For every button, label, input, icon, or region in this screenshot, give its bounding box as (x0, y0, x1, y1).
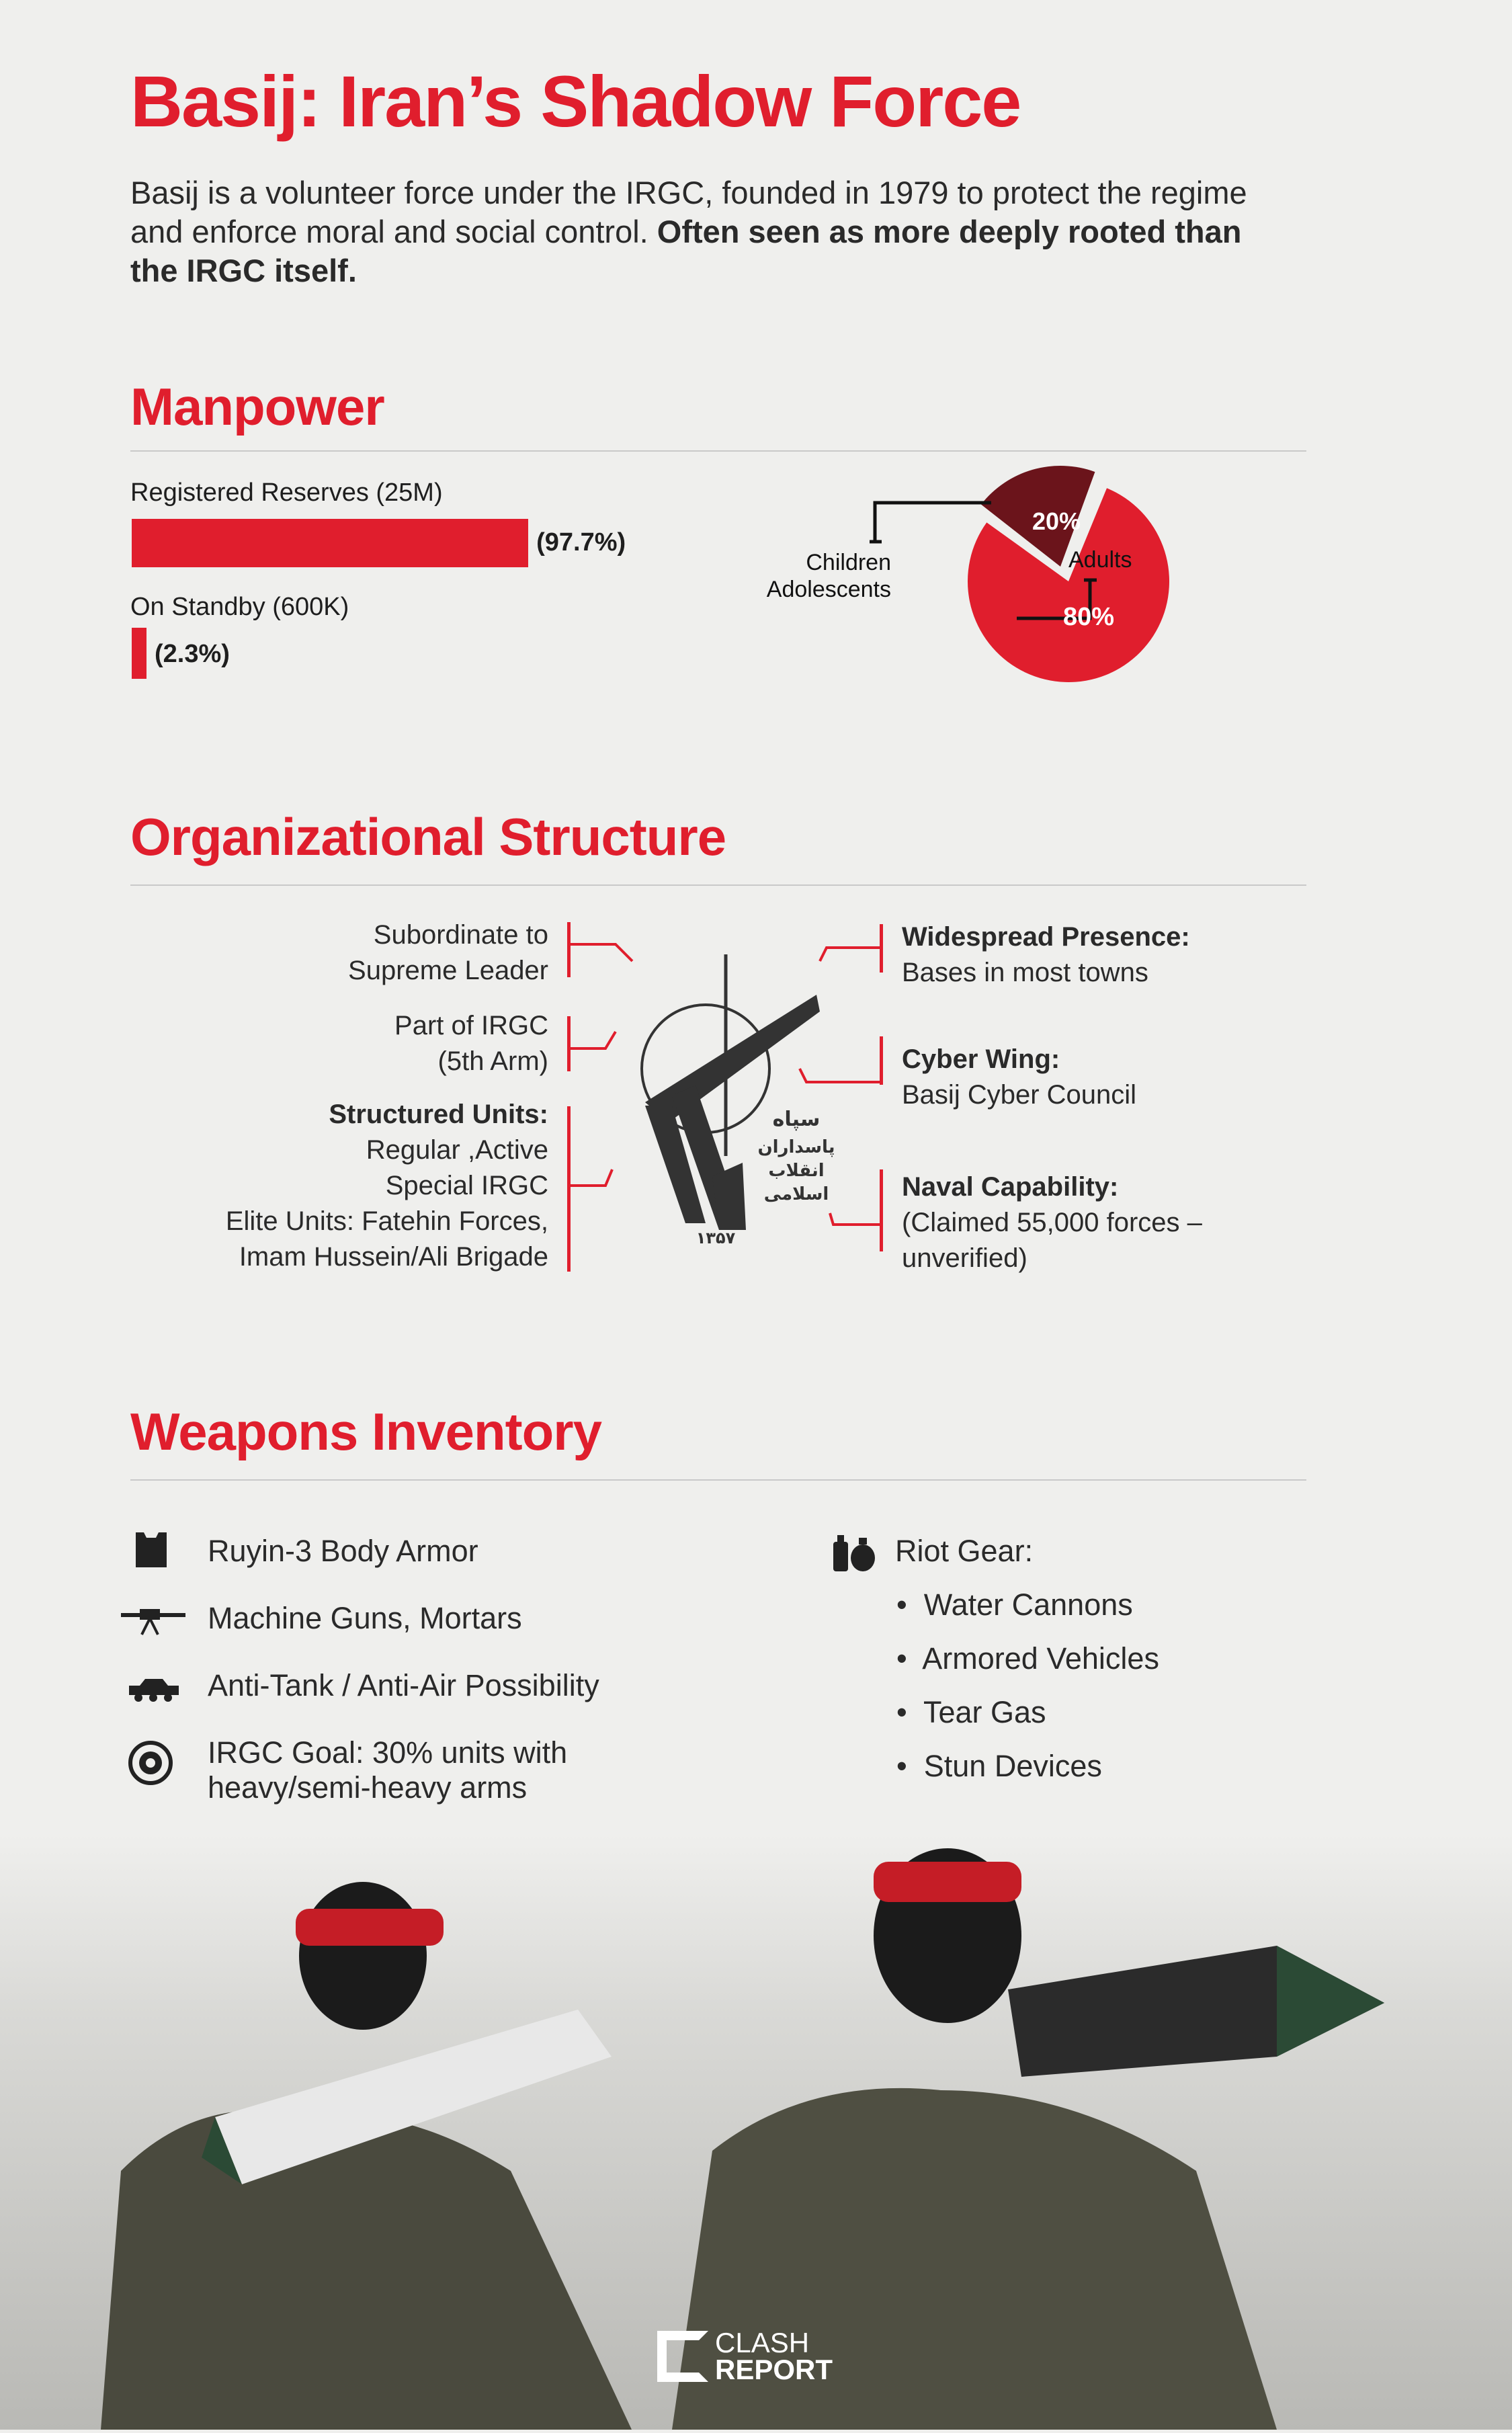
list-item: • Stun Devices (896, 1749, 1102, 1783)
divider (130, 884, 1306, 886)
pie-legend-adults: Adults (1068, 547, 1132, 573)
org-item-naval-capability: Naval Capability: (Claimed 55,000 forces – unverified) (902, 1172, 1202, 1273)
weapons-title: Weapons Inventory (130, 1402, 602, 1461)
connector (820, 938, 882, 978)
machine-gun-icon (120, 1598, 187, 1639)
list-item: • Water Cannons (896, 1587, 1133, 1622)
connector (800, 1065, 882, 1099)
pie-legend-children: Children (806, 550, 891, 575)
bar-label: Registered Reserves (25M) (130, 479, 443, 507)
bar-on-standby (132, 628, 146, 679)
weapon-item: Machine Guns, Mortars (208, 1601, 522, 1635)
org-item-widespread-presence: Widespread Presence: Bases in most towns (902, 922, 1190, 987)
org-item-part-of-irgc: Part of IRGC (5th Arm) (394, 1011, 548, 1076)
riot-gear-list (896, 1587, 1159, 1784)
weapon-item: IRGC Goal: 30% units with heavy/semi-heavy arms (208, 1735, 568, 1805)
body-armor-icon (128, 1530, 175, 1570)
svg-text:۱۳۵۷: ۱۳۵۷ (696, 1229, 736, 1247)
pie-chart (766, 457, 1317, 712)
clash-report-logo: CLASH REPORT (657, 2329, 833, 2383)
connector (830, 1210, 881, 1243)
logo-mark-icon (657, 2331, 708, 2382)
org-title: Organizational Structure (130, 807, 726, 866)
irgc-emblem-icon (632, 941, 835, 1250)
bar-label: On Standby (600K) (130, 593, 349, 621)
weapon-item: Ruyin-3 Body Armor (208, 1534, 478, 1568)
pie-label-80: 80% (1062, 603, 1115, 631)
org-item-structured-units: Structured Units: Regular ,Active Special IRGC Elite Units: Fatehin Forces, Imam Hussein/Ali Brigade (225, 1100, 548, 1272)
pie-legend-adolescents: Adolescents (766, 577, 891, 602)
list-item: • Tear Gas (896, 1695, 1046, 1729)
riot-gear-title: Riot Gear: (895, 1534, 1034, 1568)
svg-text:پاسداران: پاسداران (757, 1137, 835, 1157)
bar-value: (97.7%) (536, 528, 626, 556)
divider (130, 1479, 1306, 1481)
org-item-cyber-wing: Cyber Wing: Basij Cyber Council (902, 1044, 1137, 1110)
svg-text:سپاه: سپاه (772, 1108, 821, 1131)
org-item-supreme-leader: Subordinate to Supreme Leader (348, 920, 548, 985)
svg-text:اسلامی: اسلامی (763, 1184, 829, 1204)
pie-label-20: 20% (1032, 507, 1081, 535)
bar-registered-reserves (132, 519, 528, 567)
bar-value: (2.3%) (155, 640, 230, 668)
intro-text: Basij is a volunteer force under the IRGC, founded in 1979 to protect the regime and enforce moral and social control. Often seen as more deeply rooted than the IRGC itself. (130, 175, 1247, 288)
list-item: • Armored Vehicles (896, 1641, 1159, 1676)
manpower-title: Manpower (130, 377, 384, 436)
page-title: Basij: Iran’s Shadow Force (130, 60, 1021, 142)
svg-text:انقلاب: انقلاب (768, 1161, 825, 1181)
divider (130, 450, 1306, 452)
target-icon (128, 1737, 175, 1788)
armored-vehicle-icon (125, 1667, 181, 1707)
weapon-item: Anti-Tank / Anti-Air Possibility (208, 1668, 599, 1702)
grenade-icon (831, 1532, 878, 1573)
